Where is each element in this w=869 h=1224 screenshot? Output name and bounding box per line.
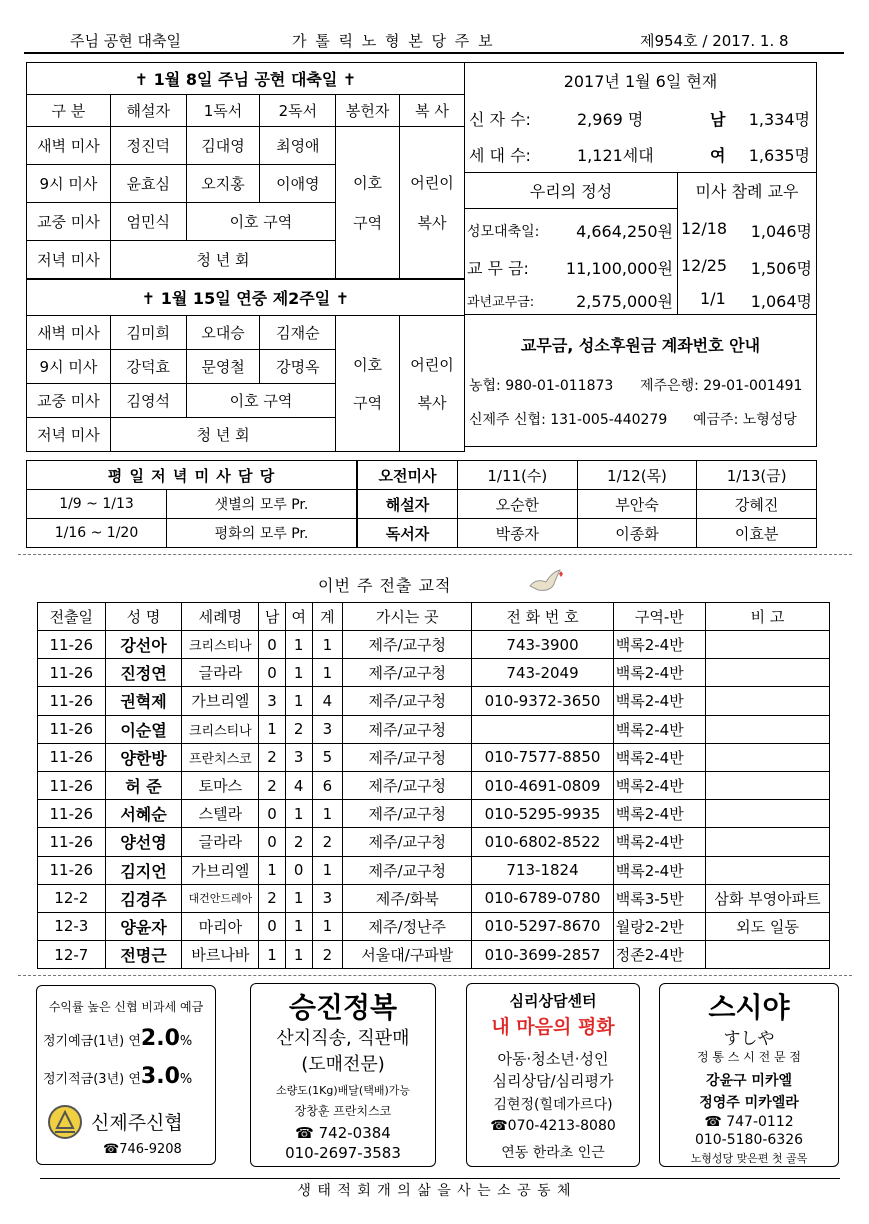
male-count: 0 <box>259 828 286 856</box>
transfer-name: 김경주 <box>105 884 182 912</box>
col-header: 성 명 <box>105 603 182 631</box>
schedule-title: ✝ 1월 15일 연중 제2주일 ✝ <box>27 280 465 316</box>
ad-text: 심리상담/심리평가 <box>492 1072 614 1090</box>
server-cell <box>400 127 465 279</box>
baptismal-name: 가브리엘 <box>182 856 259 884</box>
morning-reader: 박종자 <box>458 519 578 548</box>
phone: 010-6802-8522 <box>472 828 613 856</box>
baptismal-name: 토마스 <box>182 771 259 799</box>
col-header: 비 고 <box>705 603 829 631</box>
mass-name: 새벽 미사 <box>27 316 111 350</box>
male-label: 남 <box>710 110 726 129</box>
baptismal-name: 글라라 <box>182 659 259 687</box>
phone: 010-3699-2857 <box>472 941 613 969</box>
attendance-value: 1,064명 <box>750 292 812 311</box>
morning-day: 1/13(금) <box>697 461 817 490</box>
ad-name: 스시야 <box>708 991 790 1024</box>
morning-day: 1/11(수) <box>458 461 578 490</box>
offering-label: 교 무 금: <box>467 259 529 278</box>
merged-cell: 이호 구역 <box>186 384 336 418</box>
footer-motto: 생 태 적 회 개 의 삶 을 사 는 소 공 동 체 <box>297 1183 572 1199</box>
ad-text: 연동 한라초 인근 <box>501 1145 605 1161</box>
morning-day: 1/12(목) <box>577 461 697 490</box>
merged-cell: 청 년 회 <box>110 418 335 452</box>
female-count: 0 <box>285 856 312 884</box>
male-count: 3 <box>259 687 286 715</box>
transfer-date: 11-26 <box>38 743 106 771</box>
ad-text: 수익률 높은 신협 비과세 예금 <box>48 1000 204 1014</box>
morning-commentator: 부안숙 <box>577 490 697 519</box>
morning-reader: 이종화 <box>577 519 697 548</box>
total-count: 6 <box>312 771 343 799</box>
table-row <box>38 941 830 969</box>
offering-label: 과년교무금: <box>467 295 535 310</box>
commentator: 강덕효 <box>110 350 186 384</box>
morning-mass-label: 오전미사 <box>358 461 458 490</box>
reader1: 김대영 <box>186 127 260 165</box>
reader2: 강명옥 <box>260 350 336 384</box>
account-title: 교무금, 성소후원금 계좌번호 안내 <box>520 336 761 355</box>
female-count: 1 <box>285 659 312 687</box>
transfer-name: 허 준 <box>105 771 182 799</box>
commentator: 김미희 <box>110 316 186 350</box>
offertory-cell <box>336 127 400 279</box>
col-header: 세례명 <box>182 603 259 631</box>
table-row <box>38 659 830 687</box>
table-row <box>38 687 830 715</box>
transfer-date: 12-3 <box>38 912 106 940</box>
transfer-date: 11-26 <box>38 659 106 687</box>
transfer-date: 11-26 <box>38 828 106 856</box>
male-count: 2 <box>259 884 286 912</box>
ad-text: 정 통 스 시 전 문 점 <box>696 1050 802 1064</box>
transfer-name: 진정연 <box>105 659 182 687</box>
baptismal-name: 프란치스코 <box>182 743 259 771</box>
phone: 743-3900 <box>472 631 613 659</box>
footer-rule <box>40 1178 840 1179</box>
table-row <box>38 771 830 799</box>
ad-text: (도매전문) <box>301 1054 385 1075</box>
feast-title: 주님 공현 대축일 <box>70 32 181 50</box>
believers-count: 2,969 명 <box>577 110 644 129</box>
offertory-line: 이호 <box>353 355 383 374</box>
reader2: 김재순 <box>260 316 336 350</box>
server-line: 어린이 <box>410 355 454 374</box>
merged-cell: 이호 구역 <box>186 203 336 241</box>
district: 백록2-4반 <box>613 659 705 687</box>
commentator: 정진덕 <box>110 127 186 165</box>
female-count: 1 <box>285 687 312 715</box>
col-header: 해설자 <box>110 95 186 127</box>
transfer-date: 12-2 <box>38 884 106 912</box>
phone: 713-1824 <box>472 856 613 884</box>
female-count: 1 <box>285 631 312 659</box>
reader2: 최영애 <box>260 127 336 165</box>
believers-label: 신 자 수: <box>469 110 531 129</box>
note <box>705 941 829 969</box>
female-count: 2 <box>285 715 312 743</box>
households-label: 세 대 수: <box>469 146 531 165</box>
ad-text: 정영주 미카엘라 <box>699 1095 799 1111</box>
male-count: 1 <box>259 941 286 969</box>
destination: 제주/교구청 <box>343 828 472 856</box>
note <box>705 800 829 828</box>
district: 백록2-4반 <box>613 715 705 743</box>
ad-phone: ☎746-9208 <box>103 1142 182 1157</box>
schedule-title: ✝ 1월 8일 주님 공현 대축일 ✝ <box>27 63 465 95</box>
male-count: 0 <box>259 800 286 828</box>
shinhyup-logo-icon <box>47 1104 83 1140</box>
table-row <box>38 800 830 828</box>
ad-name: 신제주신협 <box>91 1112 183 1134</box>
mass-name: 교중 미사 <box>27 384 111 418</box>
col-header: 가시는 곳 <box>343 603 472 631</box>
weekday-group: 샛별의 모루 Pr. <box>167 490 357 519</box>
baptismal-name: 바르나바 <box>182 941 259 969</box>
reader-label: 독서자 <box>358 519 458 548</box>
mass-schedule-jan8 <box>26 62 465 279</box>
ad-text: % <box>179 1034 193 1049</box>
merged-cell: 청 년 회 <box>110 241 335 279</box>
attendance-value: 1,506명 <box>750 259 812 278</box>
female-count: 1 <box>285 912 312 940</box>
weekday-group: 평화의 모루 Pr. <box>167 519 357 548</box>
mass-name: 저녁 미사 <box>27 241 111 279</box>
total-count: 1 <box>312 631 343 659</box>
weekday-title: 평 일 저 녁 미 사 담 당 <box>27 461 357 490</box>
district: 월랑2-2반 <box>613 912 705 940</box>
server-cell <box>400 316 465 452</box>
morning-mass-table <box>357 460 817 548</box>
transfer-date: 11-26 <box>38 771 106 799</box>
destination: 제주/교구청 <box>343 771 472 799</box>
destination: 제주/교구청 <box>343 687 472 715</box>
mass-name: 교중 미사 <box>27 203 111 241</box>
destination: 제주/교구청 <box>343 715 472 743</box>
issue-number: 제954호 / 2017. 1. 8 <box>640 32 789 50</box>
total-count: 2 <box>312 941 343 969</box>
district: 백록2-4반 <box>613 800 705 828</box>
destination: 서울대/구파발 <box>343 941 472 969</box>
attendance-box <box>677 172 817 315</box>
phone <box>472 715 613 743</box>
note <box>705 828 829 856</box>
female-label: 여 <box>710 146 726 165</box>
account-jeju-bank: 제주은행: 29-01-001491 <box>640 378 803 394</box>
col-header: 2독서 <box>260 95 336 127</box>
ad-phone: ☎070-4213-8080 <box>490 1118 616 1134</box>
col-header: 남 <box>259 603 286 631</box>
destination: 제주/정난주 <box>343 912 472 940</box>
col-header: 1독서 <box>186 95 260 127</box>
ad-rate-line <box>43 1064 192 1089</box>
total-count: 1 <box>312 856 343 884</box>
transfer-name: 양윤자 <box>105 912 182 940</box>
ad-phone: ☎ 742-0384 <box>295 1124 391 1142</box>
ad-text: 정기예금(1년) 연 <box>43 1034 141 1049</box>
reader1: 문영철 <box>186 350 260 384</box>
attendance-date: 12/25 <box>681 256 728 275</box>
phone: 010-5295-9935 <box>472 800 613 828</box>
weekday-period: 1/9 ~ 1/13 <box>27 490 167 519</box>
offertory-cell <box>336 316 400 452</box>
offering-value: 11,100,000원 <box>565 259 673 278</box>
district: 정존2-4반 <box>613 941 705 969</box>
offertory-line: 이호 <box>353 173 383 192</box>
table-row <box>38 856 830 884</box>
table-row <box>38 743 830 771</box>
transfer-date: 11-26 <box>38 715 106 743</box>
table-row <box>38 912 830 940</box>
female-count: 3 <box>285 743 312 771</box>
table-row <box>38 631 830 659</box>
section-divider <box>18 554 852 555</box>
account-holder: 예금주: 노형성당 <box>693 412 797 428</box>
transfer-name: 양한방 <box>105 743 182 771</box>
offertory-line: 구역 <box>353 213 383 232</box>
male-count: 0 <box>259 631 286 659</box>
mass-name: 9시 미사 <box>27 165 111 203</box>
male-count: 1 <box>259 715 286 743</box>
offering-value: 2,575,000원 <box>576 292 673 311</box>
baptismal-name: 대건안드레아 <box>182 884 259 912</box>
total-count: 1 <box>312 912 343 940</box>
female-count: 1 <box>285 941 312 969</box>
col-header: 복 사 <box>400 95 465 127</box>
ad-text: 노형성당 맞은편 첫 골목 <box>690 1152 808 1165</box>
ad-text: 정기적금(3년) 연 <box>43 1072 141 1087</box>
note <box>705 659 829 687</box>
transfer-name: 강선아 <box>105 631 182 659</box>
ad-logo: 내 마음의 평화 <box>491 1016 615 1038</box>
destination: 제주/교구청 <box>343 631 472 659</box>
destination: 제주/교구청 <box>343 659 472 687</box>
district: 백록2-4반 <box>613 631 705 659</box>
reader1: 오지홍 <box>186 165 260 203</box>
morning-reader: 이효분 <box>697 519 817 548</box>
transfer-table <box>37 602 830 969</box>
ad-counsel <box>466 983 640 1167</box>
female-count: 1 <box>285 800 312 828</box>
mass-name: 저녁 미사 <box>27 418 111 452</box>
ad-text: 소량도(1Kg)배달(택배)가능 <box>276 1084 410 1097</box>
ad-text: 김현정(힐데가르다) <box>493 1097 613 1113</box>
col-header: 구역-반 <box>613 603 705 631</box>
dove-icon <box>526 566 566 596</box>
ad-phone: ☎ 747-0112 <box>704 1114 794 1130</box>
transfer-name: 김지언 <box>105 856 182 884</box>
baptismal-name: 글라라 <box>182 828 259 856</box>
col-header: 구 분 <box>27 95 111 127</box>
district: 백록2-4반 <box>613 743 705 771</box>
col-header: 전출일 <box>38 603 106 631</box>
transfer-name: 권혁제 <box>105 687 182 715</box>
transfer-date: 11-26 <box>38 687 106 715</box>
table-row <box>38 715 830 743</box>
phone: 010-5297-8670 <box>472 912 613 940</box>
note <box>705 715 829 743</box>
baptismal-name: 마리아 <box>182 912 259 940</box>
ad-text: 아동·청소년·성인 <box>497 1050 609 1068</box>
ad-rate: 3.0 <box>140 1064 180 1089</box>
offerings-divider <box>464 172 678 209</box>
commentator: 엄민식 <box>110 203 186 241</box>
server-line: 복사 <box>417 213 447 232</box>
note <box>705 856 829 884</box>
total-count: 2 <box>312 828 343 856</box>
table-row <box>38 884 830 912</box>
morning-commentator: 오순한 <box>458 490 578 519</box>
ad-text: 강윤구 미카엘 <box>705 1073 793 1089</box>
table-row <box>38 828 830 856</box>
transfer-name: 전명근 <box>105 941 182 969</box>
offerings-title: 우리의 정성 <box>529 182 613 201</box>
bulletin-title: 가 톨 릭 노 형 본 당 주 보 <box>292 32 495 50</box>
note <box>705 687 829 715</box>
offertory-line: 구역 <box>353 393 383 412</box>
district: 백록2-4반 <box>613 828 705 856</box>
transfer-date: 11-26 <box>38 856 106 884</box>
district: 백록2-4반 <box>613 771 705 799</box>
female-count: 4 <box>285 771 312 799</box>
ad-rate-line <box>43 1026 192 1051</box>
header-rule <box>24 52 844 54</box>
households-count: 1,121세대 <box>577 146 654 165</box>
server-line: 어린이 <box>410 173 454 192</box>
total-count: 1 <box>312 659 343 687</box>
district: 백록3-5반 <box>613 884 705 912</box>
district: 백록2-4반 <box>613 856 705 884</box>
total-count: 4 <box>312 687 343 715</box>
destination: 제주/교구청 <box>343 856 472 884</box>
ad-phone: 010-2697-3583 <box>285 1144 401 1162</box>
note: 삼화 부영아파트 <box>705 884 829 912</box>
male-count: 2 <box>259 771 286 799</box>
ad-name: 심리상담센터 <box>509 992 597 1010</box>
attendance-value: 1,046명 <box>750 222 812 241</box>
baptismal-name: 크리스티나 <box>182 631 259 659</box>
offering-label: 성모대축일: <box>467 224 540 240</box>
stats-date: 2017년 1월 6일 현재 <box>563 72 718 91</box>
account-nh: 농협: 980-01-011873 <box>469 378 614 394</box>
ad-phone: 010-5180-6326 <box>694 1132 804 1148</box>
transfer-name: 양선영 <box>105 828 182 856</box>
phone: 010-6789-0780 <box>472 884 613 912</box>
note <box>705 743 829 771</box>
total-count: 1 <box>312 800 343 828</box>
transfer-name: 서혜순 <box>105 800 182 828</box>
commentator: 윤효심 <box>110 165 186 203</box>
account-shinhyup: 신제주 신협: 131-005-440279 <box>469 412 668 428</box>
phone: 010-7577-8850 <box>472 743 613 771</box>
mass-schedule-jan15 <box>26 279 465 452</box>
district: 백록2-4반 <box>613 687 705 715</box>
total-count: 5 <box>312 743 343 771</box>
male-count: 1,334명 <box>748 110 810 129</box>
section-divider <box>18 975 852 976</box>
reader1: 오대승 <box>186 316 260 350</box>
total-count: 3 <box>312 884 343 912</box>
server-line: 복사 <box>417 393 447 412</box>
destination: 제주/교구청 <box>343 743 472 771</box>
note <box>705 771 829 799</box>
destination: 제주/교구청 <box>343 800 472 828</box>
ad-sushi <box>659 983 839 1167</box>
commentator-label: 해설자 <box>358 490 458 519</box>
col-header: 여 <box>285 603 312 631</box>
offering-value: 4,664,250원 <box>576 222 673 241</box>
col-header: 전 화 번 호 <box>472 603 613 631</box>
attendance-date: 1/1 <box>700 289 726 308</box>
transfer-title: 이번 주 전출 교적 <box>318 576 452 595</box>
reader2: 이애영 <box>260 165 336 203</box>
transfer-date: 11-26 <box>38 631 106 659</box>
weekday-evening-mass <box>26 460 357 548</box>
mass-name: 새벽 미사 <box>27 127 111 165</box>
baptismal-name: 가브리엘 <box>182 687 259 715</box>
ad-name: 승진정복 <box>288 991 398 1024</box>
female-count: 2 <box>285 828 312 856</box>
ad-text: 산지직송, 직판매 <box>276 1028 410 1049</box>
transfer-date: 11-26 <box>38 800 106 828</box>
ad-text: 장창훈 프란치스코 <box>294 1104 392 1118</box>
phone: 010-4691-0809 <box>472 771 613 799</box>
total-count: 3 <box>312 715 343 743</box>
male-count: 2 <box>259 743 286 771</box>
morning-commentator: 강혜진 <box>697 490 817 519</box>
ad-text: すしや <box>723 1029 775 1049</box>
commentator: 김영석 <box>110 384 186 418</box>
mass-name: 9시 미사 <box>27 350 111 384</box>
male-count: 0 <box>259 659 286 687</box>
transfer-name: 이순열 <box>105 715 182 743</box>
weekday-period: 1/16 ~ 1/20 <box>27 519 167 548</box>
ad-seungjin <box>250 983 436 1167</box>
phone: 743-2049 <box>472 659 613 687</box>
female-count: 1 <box>285 884 312 912</box>
ad-shinhyup <box>36 985 216 1165</box>
note <box>705 631 829 659</box>
attendance-title: 미사 참례 교우 <box>695 182 799 201</box>
destination: 제주/화북 <box>343 884 472 912</box>
parish-stats <box>464 62 817 173</box>
account-info <box>464 314 817 447</box>
male-count: 0 <box>259 912 286 940</box>
note: 외도 일동 <box>705 912 829 940</box>
col-header: 봉헌자 <box>336 95 400 127</box>
transfer-date: 12-7 <box>38 941 106 969</box>
ad-text: % <box>179 1072 193 1087</box>
baptismal-name: 크리스티나 <box>182 715 259 743</box>
female-count: 1,635명 <box>748 146 810 165</box>
attendance-date: 12/18 <box>681 219 728 238</box>
phone: 010-9372-3650 <box>472 687 613 715</box>
col-header: 계 <box>312 603 343 631</box>
male-count: 1 <box>259 856 286 884</box>
baptismal-name: 스텔라 <box>182 800 259 828</box>
ad-rate: 2.0 <box>140 1026 180 1051</box>
